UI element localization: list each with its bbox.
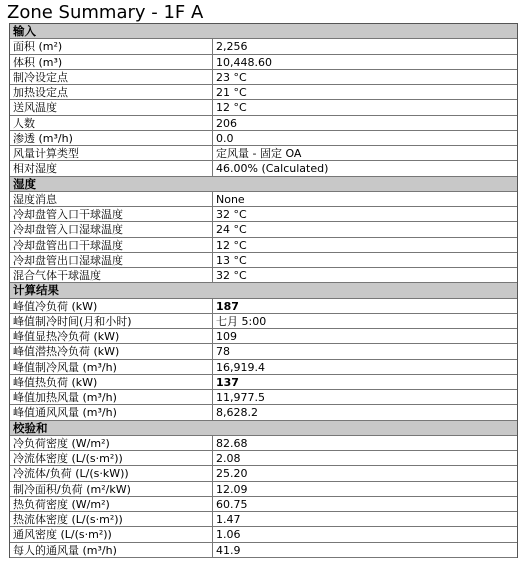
page-title: Zone Summary - 1F A	[7, 2, 204, 23]
table-row	[10, 390, 517, 405]
row-label: 风量计算类型	[10, 146, 213, 160]
table-row	[10, 482, 517, 497]
row-value: 41.9	[216, 543, 241, 557]
row-value: 10,448.60	[216, 55, 272, 69]
table-row	[10, 253, 517, 268]
row-value: 82.68	[216, 436, 248, 450]
row-label: 冷流体密度 (L/(s·m²))	[10, 451, 213, 465]
table-row	[10, 512, 517, 527]
table-row	[10, 543, 517, 558]
table-row	[10, 451, 517, 466]
table-row	[10, 207, 517, 222]
table-row	[10, 161, 517, 176]
row-value: 2,256	[216, 40, 248, 54]
section-header	[10, 421, 517, 436]
table-row	[10, 268, 517, 283]
row-value: 32 °C	[216, 269, 247, 282]
row-value: 137	[216, 375, 239, 389]
row-value: 8,628.2	[216, 406, 258, 420]
table-row	[10, 192, 517, 207]
row-value: 24 °C	[216, 223, 247, 237]
table-row	[10, 299, 517, 314]
row-label: 制冷面积/负荷 (m²/kW)	[10, 482, 213, 496]
section-header-label: 计算结果	[13, 283, 59, 298]
row-label: 每人的通风量 (m³/h)	[10, 543, 213, 557]
row-label: 冷却盘管入口湿球温度	[10, 222, 213, 236]
row-value: 109	[216, 330, 237, 343]
table-row	[10, 146, 517, 161]
row-label: 热流体密度 (L/(s·m²))	[10, 512, 213, 526]
section-header	[10, 283, 517, 298]
table-row	[10, 527, 517, 542]
row-value: 206	[216, 116, 237, 130]
row-label: 冷却盘管入口干球温度	[10, 207, 213, 221]
row-label: 送风温度	[10, 100, 213, 114]
row-value: 定风量 - 固定 OA	[216, 147, 302, 160]
row-label: 体积 (m³)	[10, 55, 213, 69]
row-label: 峰值冷负荷 (kW)	[10, 299, 213, 313]
row-value: 11,977.5	[216, 391, 265, 404]
table-row	[10, 222, 517, 237]
row-label: 加热设定点	[10, 85, 213, 99]
row-value: 21 °C	[216, 86, 247, 99]
section-header	[10, 24, 517, 39]
table-row	[10, 329, 517, 344]
row-value: 0.0	[216, 131, 234, 145]
row-value: None	[216, 192, 245, 206]
table-row	[10, 70, 517, 85]
row-label: 相对湿度	[10, 161, 213, 175]
row-label: 制冷设定点	[10, 70, 213, 84]
row-value: 1.06	[216, 528, 241, 542]
row-value: 16,919.4	[216, 360, 265, 374]
row-label: 冷负荷密度 (W/m²)	[10, 436, 213, 450]
table-row	[10, 39, 517, 54]
row-label: 峰值加热风量 (m³/h)	[10, 390, 213, 404]
row-label: 通风密度 (L/(s·m²))	[10, 527, 213, 541]
table-row	[10, 85, 517, 100]
row-label: 冷却盘管出口干球温度	[10, 238, 213, 252]
table-row	[10, 116, 517, 131]
row-value: 2.08	[216, 452, 241, 465]
section-header	[10, 177, 517, 192]
table-row	[10, 360, 517, 375]
row-label: 冷却盘管出口湿球温度	[10, 253, 213, 267]
table-row	[10, 405, 517, 420]
row-label: 峰值显热冷负荷 (kW)	[10, 329, 213, 343]
table-row	[10, 497, 517, 512]
row-value: 七月 5:00	[216, 314, 267, 328]
row-label: 冷流体/负荷 (L/(s·kW))	[10, 466, 213, 480]
row-label: 混合气体干球温度	[10, 268, 213, 282]
row-label: 峰值制冷风量 (m³/h)	[10, 360, 213, 374]
row-label: 峰值潜热冷负荷 (kW)	[10, 344, 213, 358]
row-label: 峰值热负荷 (kW)	[10, 375, 213, 389]
row-value: 23 °C	[216, 70, 247, 84]
section-header-label: 湿度	[13, 176, 36, 191]
row-label: 热负荷密度 (W/m²)	[10, 497, 213, 511]
table-row	[10, 436, 517, 451]
row-label: 峰值通风风量 (m³/h)	[10, 405, 213, 419]
zone-summary-table	[9, 23, 518, 558]
row-value: 12 °C	[216, 101, 247, 115]
row-value: 60.75	[216, 497, 248, 511]
table-row	[10, 344, 517, 359]
table-row	[10, 100, 517, 115]
row-value: 187	[216, 299, 239, 313]
section-header-label: 输入	[13, 24, 36, 38]
row-label: 峰值制冷时间(月和小时)	[10, 314, 213, 328]
row-value: 46.00% (Calculated)	[216, 162, 329, 176]
table-row	[10, 238, 517, 253]
row-value: 25.20	[216, 467, 248, 481]
row-label: 人数	[10, 116, 213, 130]
row-value: 12.09	[216, 482, 248, 496]
table-row	[10, 375, 517, 390]
row-value: 1.47	[216, 513, 241, 526]
row-value: 12 °C	[216, 238, 247, 252]
section-header-label: 校验和	[13, 420, 48, 435]
row-value: 32 °C	[216, 208, 247, 221]
table-row	[10, 314, 517, 329]
row-value: 78	[216, 345, 230, 359]
table-row	[10, 466, 517, 481]
table-row	[10, 131, 517, 146]
row-label: 渗透 (m³/h)	[10, 131, 213, 145]
row-label: 湿度消息	[10, 192, 213, 206]
row-label: 面积 (m²)	[10, 39, 213, 53]
table-row	[10, 55, 517, 70]
row-value: 13 °C	[216, 253, 247, 267]
